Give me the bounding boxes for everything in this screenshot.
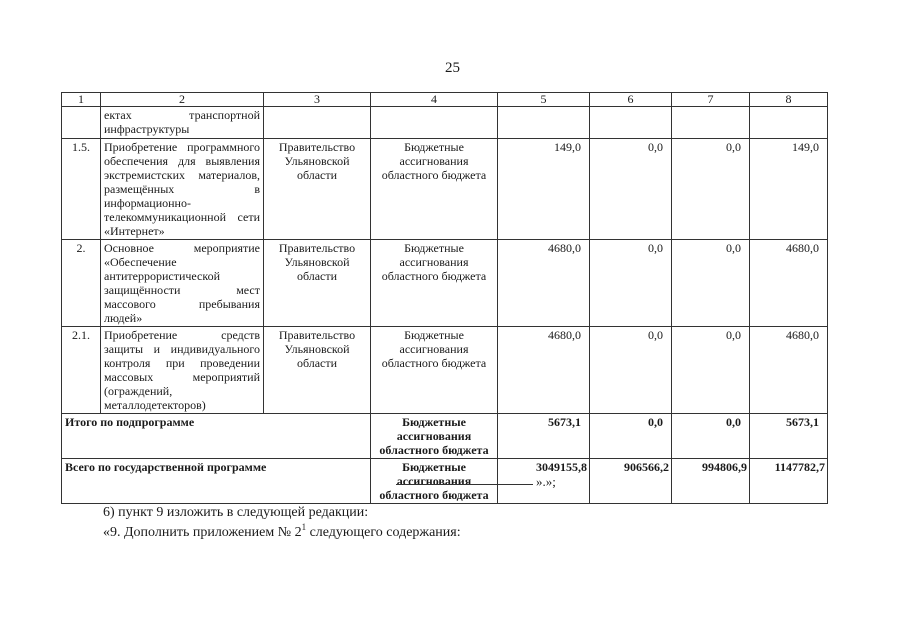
grand-total-label: Всего по государственной программе: [62, 459, 371, 504]
cell-year3: 1147782,7: [750, 459, 828, 504]
cell-source: Бюджетные ассигнования областного бюджета: [371, 240, 498, 327]
table-row-continuation: [62, 107, 828, 139]
budget-table: [61, 92, 828, 504]
cell-year3: 5673,1: [750, 414, 828, 459]
grand-total-row: [62, 459, 828, 504]
cell-source: Бюджетные ассигнования областного бюджета: [371, 414, 498, 459]
subtotal-row: [62, 414, 828, 459]
cell-source: Бюджетные ассигнования областного бюджета: [371, 459, 498, 504]
cell-total: 4680,0: [498, 240, 590, 327]
paragraph-text: «9. Дополнить приложением № 2: [103, 525, 302, 540]
header-cell: 2: [101, 93, 264, 107]
cell-year2: 0,0: [672, 414, 750, 459]
cell-year1: 0,0: [590, 139, 672, 240]
header-cell: 8: [750, 93, 828, 107]
cell-source: Бюджетные ассигнования областного бюджета: [371, 327, 498, 414]
cell-num: 2.: [62, 240, 101, 327]
cell-year3: 4680,0: [750, 327, 828, 414]
table-row: [62, 327, 828, 414]
cell-executor: Правительство Ульяновской области: [264, 240, 371, 327]
cell-executor: Правительство Ульяновской области: [264, 327, 371, 414]
cell-year2: 0,0: [672, 240, 750, 327]
cell-year1: 0,0: [590, 240, 672, 327]
cell-num: 1.5.: [62, 139, 101, 240]
paragraph-tail: следующего содержания:: [306, 525, 461, 540]
header-cell: 4: [371, 93, 498, 107]
table-header-row: [62, 93, 828, 107]
cell-name: ектах транспортной инфраструктуры: [101, 107, 264, 139]
cell-total: 149,0: [498, 139, 590, 240]
cell-year1: 906566,2: [590, 459, 672, 504]
header-cell: 1: [62, 93, 101, 107]
cell-year2: 0,0: [672, 139, 750, 240]
subtotal-label: Итого по подпрограмме: [62, 414, 371, 459]
cell-total: 4680,0: [498, 327, 590, 414]
cell-year1: 0,0: [590, 414, 672, 459]
paragraph-item-6: 6) пункт 9 изложить в следующей редакции:: [103, 505, 369, 520]
cell-year1: 0,0: [590, 327, 672, 414]
cell-source: Бюджетные ассигнования областного бюджета: [371, 139, 498, 240]
closing-mark: ».»;: [536, 474, 556, 489]
cell-name: Приобретение программного обеспечения для выявления экстремистских материалов, размещённых в информационно-телекоммуникационной сети «Интернет»: [101, 139, 264, 240]
table-row: [62, 240, 828, 327]
header-cell: 6: [590, 93, 672, 107]
cell-year3: 4680,0: [750, 240, 828, 327]
cell-year2: 994806,9: [672, 459, 750, 504]
appendix-superscript: 1: [301, 522, 307, 532]
cell-year3: 149,0: [750, 139, 828, 240]
header-cell: 3: [264, 93, 371, 107]
cell-total: 3049155,8: [498, 459, 590, 504]
header-cell: 7: [672, 93, 750, 107]
table-row: [62, 139, 828, 240]
cell-total: 5673,1: [498, 414, 590, 459]
header-cell: 5: [498, 93, 590, 107]
cell-name: Основное мероприятие «Обеспечение антитеррористической защищённости мест массового пребывания людей»: [101, 240, 264, 327]
cell-num: [62, 107, 101, 139]
separator-line: [396, 484, 533, 485]
cell-num: 2.1.: [62, 327, 101, 414]
cell-executor: Правительство Ульяновской области: [264, 139, 371, 240]
page-number: 25: [445, 60, 460, 76]
cell-year2: 0,0: [672, 327, 750, 414]
cell-name: Приобретение средств защиты и индивидуального контроля при проведении массовых мероприятий (ограждений, металлодетекторов): [101, 327, 264, 414]
paragraph-item-9: [103, 522, 461, 541]
